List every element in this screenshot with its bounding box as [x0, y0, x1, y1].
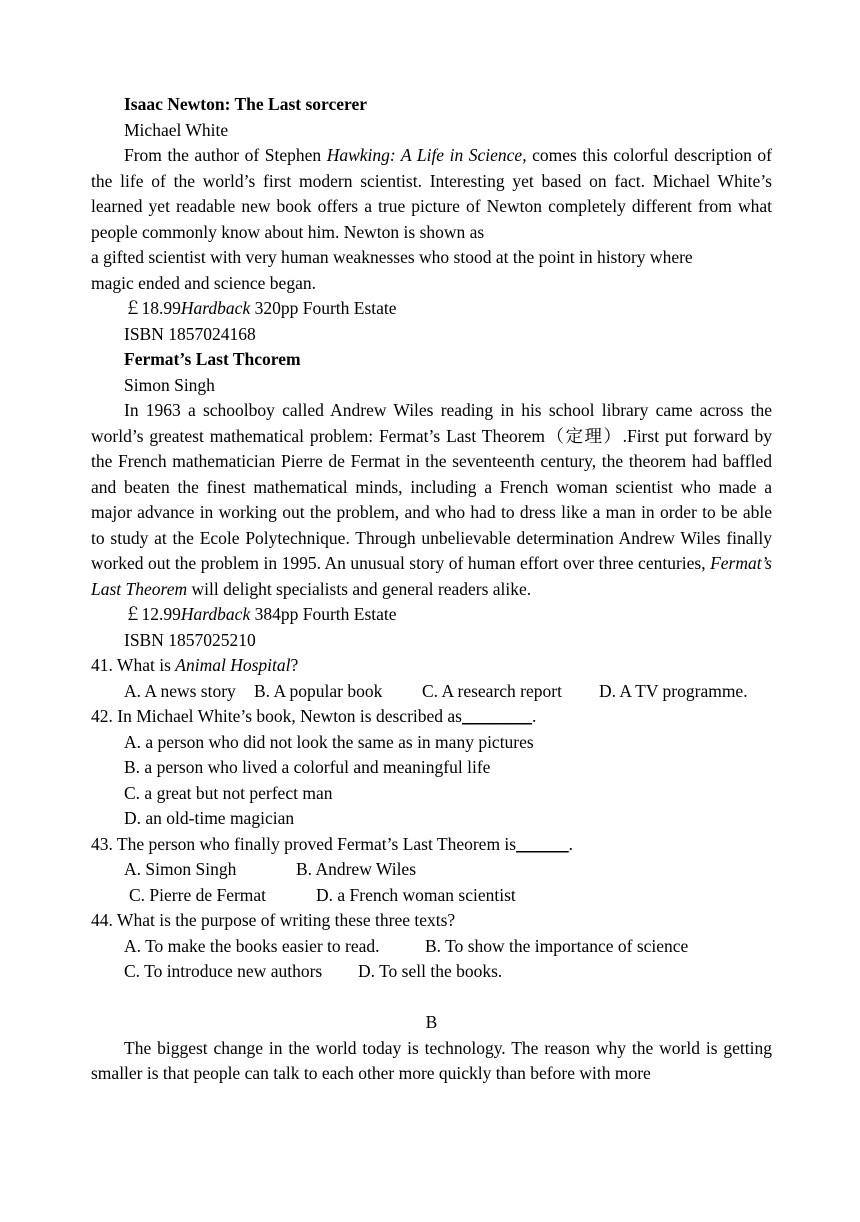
q44-option-b: B. To show the importance of science [425, 935, 689, 956]
question-43-options-row2 [91, 883, 772, 909]
book1-publisher: 320pp Fourth Estate [250, 298, 397, 318]
section-heading: B [425, 1012, 438, 1032]
book2-price-line [91, 602, 772, 628]
book2-publisher: 384pp Fourth Estate [250, 604, 397, 624]
document-page [91, 92, 772, 1087]
q44-option-a: A. To make the books easier to read. [124, 935, 380, 956]
book1-format: Hardback [180, 298, 251, 318]
q42-option-b: B. a person who lived a colorful and meaningful life [124, 757, 491, 777]
book1-title: Isaac Newton: The Last sorcerer [124, 94, 368, 114]
question-44-options-row2 [91, 959, 772, 985]
question-42: 42. In Michael White’s book, Newton is described as________. [91, 706, 537, 726]
answer-blank: ________ [462, 706, 532, 726]
q41-option-b: B. A popular book [254, 680, 383, 701]
book1-description: From the author of Stephen Hawking: A Life in Science, comes this colorful description of the life of the world’s first modern scientist. Interesting yet based on fact. Michael White’s learned yet readable new book offers a true picture of Newton completely different from what people commonly know about him. Newton is shown as [91, 145, 773, 242]
question-44: 44. What is the purpose of writing these three texts? [91, 910, 456, 930]
q41-option-d: D. A TV programme. [599, 680, 748, 701]
question-43: 43. The person who finally proved Fermat’s Last Theorem is______. [91, 833, 573, 854]
book2-isbn: ISBN 1857025210 [124, 629, 256, 650]
q42-option-d: D. an old-time magician [124, 808, 295, 828]
q43-option-c: C. Pierre de Fermat [129, 884, 267, 905]
q43-option-b: B. Andrew Wiles [296, 859, 417, 879]
book2-title: Fermat’s Last Thcorem [124, 349, 301, 369]
book2-author: Simon Singh [124, 374, 215, 395]
book1-author: Michael White [124, 119, 229, 140]
book2-format: Hardback [180, 604, 251, 624]
q41-option-a: A. A news story [124, 680, 236, 701]
question-41: 41. What is Animal Hospital? [91, 655, 299, 675]
book2-description: In 1963 a schoolboy called Andrew Wiles reading in his school library came across the world’s greatest mathematical problem: Fermat’s Last Theorem（定理）.First put forward by the French mathematician Pierre de Fermat in the seventeenth century, the theorem had baffled and beaten the finest mathematical minds, including a French woman scientist who made a major advance in working out the problem, and who had to dress like a man in order to be able to study at the Ecole Polytechnique. Through unbelievable determination Andrew Wiles finally worked out the problem in 1995. An unusual story of human effort over three centuries, Fermat’s Last Theorem will delight specialists and general readers alike. [91, 400, 772, 599]
q42-option-a: A. a person who did not look the same as in many pictures [124, 731, 534, 752]
question-44-options-row1 [91, 934, 772, 960]
question-43-options-row1 [91, 857, 772, 883]
q43-option-a: A. Simon Singh [124, 859, 237, 879]
section-b-paragraph: The biggest change in the world today is technology. The reason why the world is getting smaller is that people can talk to each other more quickly than before with more [91, 1037, 772, 1083]
q41-option-c: C. A research report [422, 680, 562, 701]
book2-price: ￡12.99 [124, 604, 181, 624]
q42-option-c: C. a great but not perfect man [124, 782, 333, 803]
book1-isbn: ISBN 1857024168 [124, 323, 256, 344]
q43-option-d: D. a French woman scientist [316, 884, 516, 905]
book1-price: ￡18.99 [124, 298, 181, 318]
q44-option-c: C. To introduce new authors [124, 961, 323, 981]
book1-price-line [91, 296, 772, 322]
book1-description-line6: magic ended and science began. [91, 272, 316, 293]
q44-option-d: D. To sell the books. [358, 961, 503, 981]
book1-description-line5: a gifted scientist with very human weaknesses who stood at the point in history where [91, 247, 693, 267]
question-41-options [91, 679, 772, 705]
answer-blank: ______ [516, 833, 569, 854]
